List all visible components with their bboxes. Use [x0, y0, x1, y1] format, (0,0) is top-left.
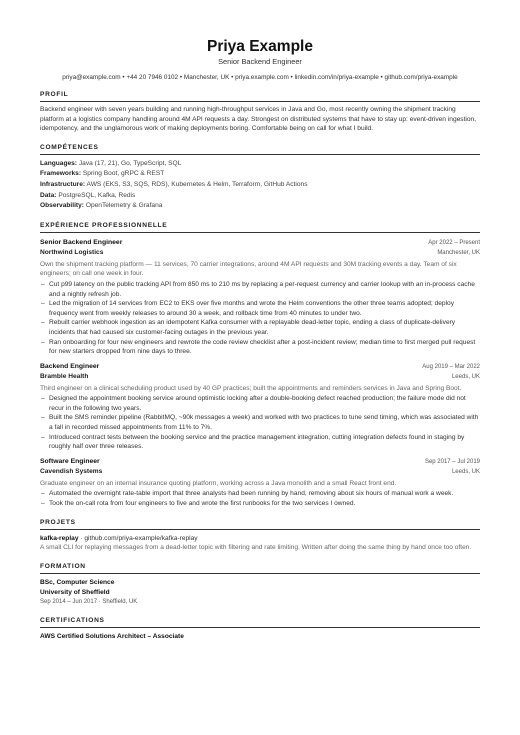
- job-company: Cavendish Systems: [40, 467, 103, 475]
- job-bullet: – Automated the overnight rate-table import that three analysts had been running by hand, removing about six hours of manual work a week.: [40, 489, 480, 499]
- candidate-role: Senior Backend Engineer: [218, 57, 302, 66]
- education-meta: Sep 2014 – Jun 2017 · Sheffield, UK: [40, 598, 138, 605]
- skill-label: Infrastructure:: [40, 180, 86, 188]
- certification-entry: [40, 632, 480, 642]
- skill-row: [40, 201, 480, 212]
- job-bullet: – Ran onboarding for four new engineers and rewrote the code review checklist after a post-incident review; median time to first merged pull request for new starters dropped from nine days to three.: [40, 338, 480, 357]
- skill-value: Java (17, 21), Go, TypeScript, SQL: [78, 159, 182, 167]
- section-title-certifications: CERTIFICATIONS: [40, 616, 480, 628]
- skill-label: Data:: [40, 191, 57, 199]
- job-bullet: – Took the on-call rota from four engineers to five and wrote the first runbooks for the two services I owned.: [40, 499, 480, 509]
- job-title: Backend Engineer: [40, 362, 100, 370]
- job-bullet: – Led the migration of 14 services from EC2 to EKS over five months and wrote the Helm conventions the other three teams adopted; deploy frequency went from weekly releases to around 30 a week, and rollback time from 40 minutes to under two.: [40, 299, 480, 318]
- job-company: Northwind Logistics: [40, 248, 104, 256]
- skill-label: Observability:: [40, 202, 84, 210]
- job-bullet: – Cut p99 latency on the public tracking API from 850 ms to 210 ms by replacing a per-request currency and carrier lookup with an in-process cache and a nightly refresh job.: [40, 280, 480, 299]
- job-description: Graduate engineer on an internal insurance quoting platform, working across a Java monolith and a small React front end.: [40, 479, 397, 487]
- skills-list: [40, 159, 480, 212]
- skill-row: [40, 180, 480, 191]
- job-location: Leeds, UK: [451, 373, 480, 380]
- job-title: Software Engineer: [40, 457, 100, 465]
- education-entry: [40, 578, 480, 607]
- job-bullet: – Introduced contract tests between the booking service and the practice management integration, cutting integration defects found in staging by roughly half over three releases.: [40, 433, 480, 452]
- project-link[interactable]: · github.com/priya-example/kafka-replay: [78, 534, 198, 542]
- job-entry: [40, 457, 480, 509]
- job-bullets: [40, 280, 480, 357]
- job-bullet: – Designed the appointment booking service around optimistic locking after a double-booking defect reached production; the failure mode did not recur in the following two years.: [40, 394, 480, 413]
- job-bullet: – Built the SMS reminder pipeline (RabbitMQ, ~90k messages a week) and worked with two practices to tune send timing, which was associated with a fall in recorded missed appointments from 11% to 7%.: [40, 413, 480, 432]
- job-bullets: [40, 489, 480, 508]
- skill-label: Frameworks:: [40, 170, 82, 178]
- job-location: Leeds, UK: [451, 468, 480, 475]
- education-school: University of Sheffield: [40, 588, 110, 596]
- job-dates: Apr 2022 – Present: [428, 239, 480, 246]
- project-entry: [40, 534, 480, 553]
- job-description: Own the shipment tracking platform — 11 services, 70 carrier integrations, around 4M API requests and 30M tracking events a day. Team of six engineers; on call one week in four.: [40, 260, 457, 278]
- job-bullet: – Rebuilt carrier webhook ingestion as an idempotent Kafka consumer with a replayable dead-letter topic, ending a class of duplicate-delivery incidents that had caused six customer-facing outages in the previous year.: [40, 318, 480, 337]
- section-title-education: FORMATION: [40, 562, 480, 574]
- job-location: Manchester, UK: [437, 249, 480, 256]
- education-degree: BSc, Computer Science: [40, 578, 115, 586]
- section-title-experience: EXPÉRIENCE PROFESSIONNELLE: [40, 221, 480, 233]
- job-title: Senior Backend Engineer: [40, 238, 123, 246]
- candidate-name: Priya Example: [207, 38, 313, 55]
- skill-row: [40, 191, 480, 202]
- job-dates: Aug 2019 – Mar 2022: [422, 363, 480, 370]
- section-title-projects: PROJETS: [40, 518, 480, 530]
- skill-value: PostgreSQL, Kafka, Redis: [58, 191, 136, 199]
- section-title-profile: PROFIL: [40, 90, 480, 102]
- skill-value: Spring Boot, gRPC & REST: [82, 170, 165, 178]
- skill-label: Languages:: [40, 159, 78, 167]
- job-description: Third engineer on a clinical scheduling product used by 40 GP practices; built the appointments and reminders services in Java and Spring Boot.: [40, 384, 462, 392]
- project-name: kafka-replay: [40, 534, 79, 542]
- job-dates: Sep 2017 – Jul 2019: [424, 458, 480, 465]
- contact-line: priya@example.com • +44 20 7946 0102 • Manchester, UK • priya.example.com • linkedin.com/in/priya-example • github.com/priya-example: [62, 74, 458, 81]
- job-company: Bramble Health: [40, 372, 89, 380]
- section-title-skills: COMPÉTENCES: [40, 143, 480, 155]
- job-entry: [40, 362, 480, 452]
- skill-value: AWS (EKS, S3, SQS, RDS), Kubernetes & Helm, Terraform, GitHub Actions: [86, 180, 308, 188]
- skill-row: [40, 159, 480, 170]
- job-entry: [40, 238, 480, 357]
- certification-name: AWS Certified Solutions Architect – Associate: [40, 632, 184, 640]
- skill-value: OpenTelemetry & Grafana: [85, 202, 163, 210]
- job-bullets: [40, 394, 480, 452]
- skill-row: [40, 169, 480, 180]
- project-description: A small CLI for replaying messages from a dead-letter topic with filtering and rate limiting. Written after doing the same thing by hand once too often.: [40, 544, 472, 552]
- profile-summary: Backend engineer with seven years building and running high-throughput services in Java and Go, most recently owning the shipment tracking platform at a logistics company handling around 4M API requests a day. Strongest on distributed systems that have to stay up: event-driven ingestion, idempotency, and the unglamorous work of making deployments boring. Comfortable being on call for what I build.: [40, 106, 477, 133]
